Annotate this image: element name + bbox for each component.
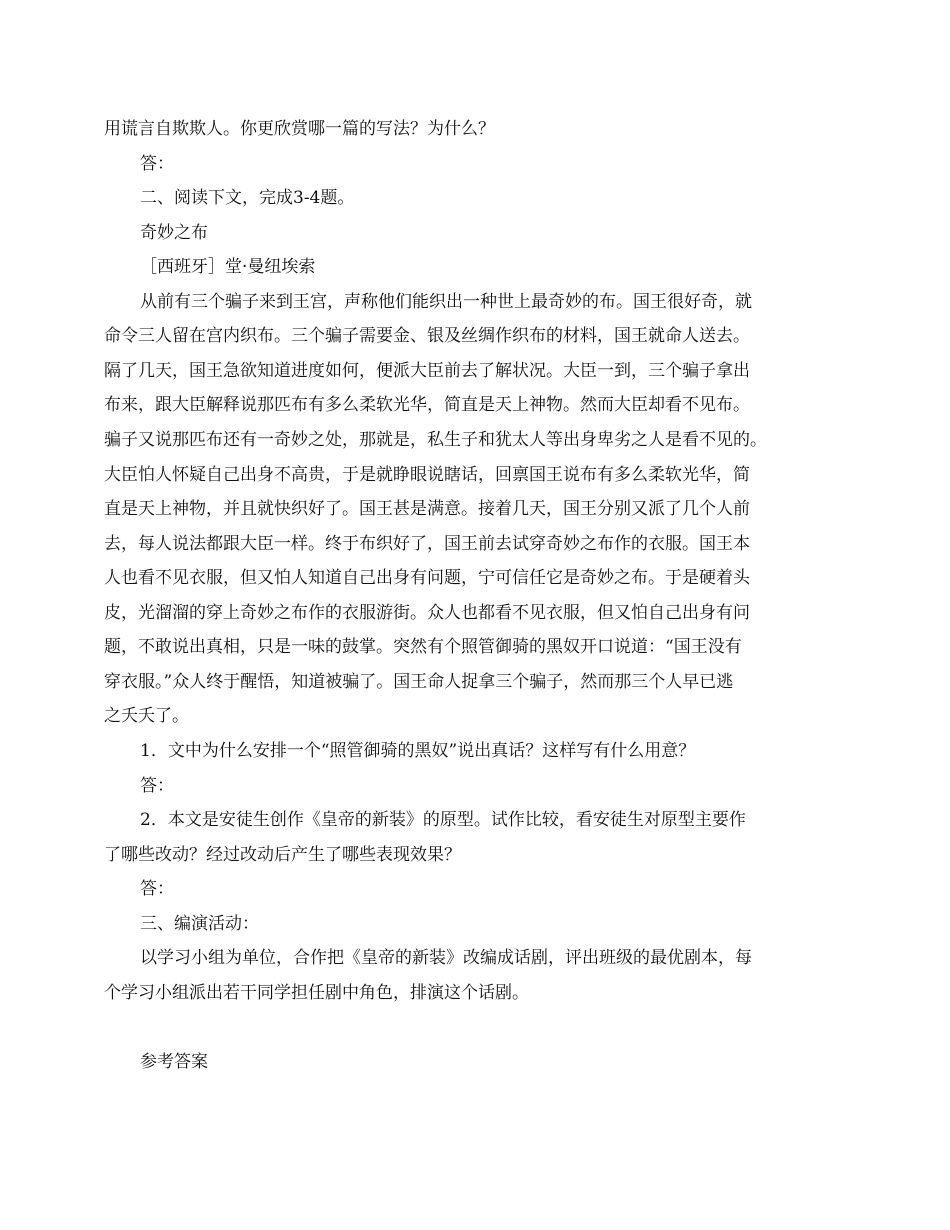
paragraph-line: 人也看不见衣服，但又怕人知道自己出身有问题，宁可信任它是奇妙之布。于是硬着头 [104,568,750,588]
paragraph-line: 布来，跟大臣解释说那匹布有多么柔软光华，简直是天上神物。然而大臣却看不见布。 [104,395,750,415]
question-1: 1．文中为什么安排一个“照管御骑的黑奴”说出真话？这样写有什么用意？ [140,741,696,761]
reference-answers-heading: 参考答案 [140,1052,208,1072]
paragraph-line: 大臣怕人怀疑自己出身不高贵，于是就睁眼说瞎话，回禀国王说布有多么柔软光华，简 [104,465,750,485]
paragraph-line: 穿衣服。”众人终于醒悟，知道被骗了。国王命人捉拿三个骗子，然而那三个人早已逃 [104,672,734,692]
activity-line: 以学习小组为单位，合作把《皇帝的新装》改编成话剧，评出班级的最优剧本，每 [140,948,752,968]
paragraph-line: 去，每人说法都跟大臣一样。终于布织好了，国王前去试穿奇妙之布作的衣服。国王本 [104,534,750,554]
paragraph-line: 隔了几天，国王急欲知道进度如何，便派大臣前去了解状况。大臣一到，三个骗子拿出 [104,361,750,381]
passage-author: ［西班牙］堂·曼纽埃索 [140,257,316,277]
paragraph-line: 皮，光溜溜的穿上奇妙之布作的衣服游街。众人也都看不见衣服，但又怕自己出身有问 [104,603,750,623]
passage-title: 奇妙之布 [140,223,208,243]
section-heading: 三、编演活动： [140,914,259,934]
section-heading: 二、阅读下文，完成3-4题。 [140,188,355,208]
paragraph-line: 题，不敢说出真相，只是一味的鼓掌。突然有个照管御骑的黑奴开口说道：“国王没有 [104,637,742,657]
answer-label: 答： [140,879,174,899]
paragraph-line: 命令三人留在宫内织布。三个骗子需要金、银及丝绸作织布的材料，国王就命人送去。 [104,326,750,346]
answer-label: 答： [140,776,174,796]
paragraph-line: 从前有三个骗子来到王宫，声称他们能织出一种世上最奇妙的布。国王很好奇，就 [140,292,752,312]
text-line: 用谎言自欺欺人。你更欣赏哪一篇的写法？为什么？ [104,119,495,139]
question-2-continued: 了哪些改动？经过改动后产生了哪些表现效果？ [104,845,461,865]
paragraph-line: 骗子又说那匹布还有一奇妙之处，那就是，私生子和犹太人等出身卑劣之人是看不见的。 [104,430,767,450]
answer-label: 答： [140,154,174,174]
paragraph-line: 之夭夭了。 [104,706,189,726]
activity-line: 个学习小组派出若干同学担任剧中角色，排演这个话剧。 [104,983,529,1003]
question-2: 2．本文是安徒生创作《皇帝的新装》的原型。试作比较，看安徒生对原型主要作 [140,810,746,830]
paragraph-line: 直是天上神物，并且就快织好了。国王甚是满意。接着几天，国王分别又派了几个人前 [104,499,750,519]
